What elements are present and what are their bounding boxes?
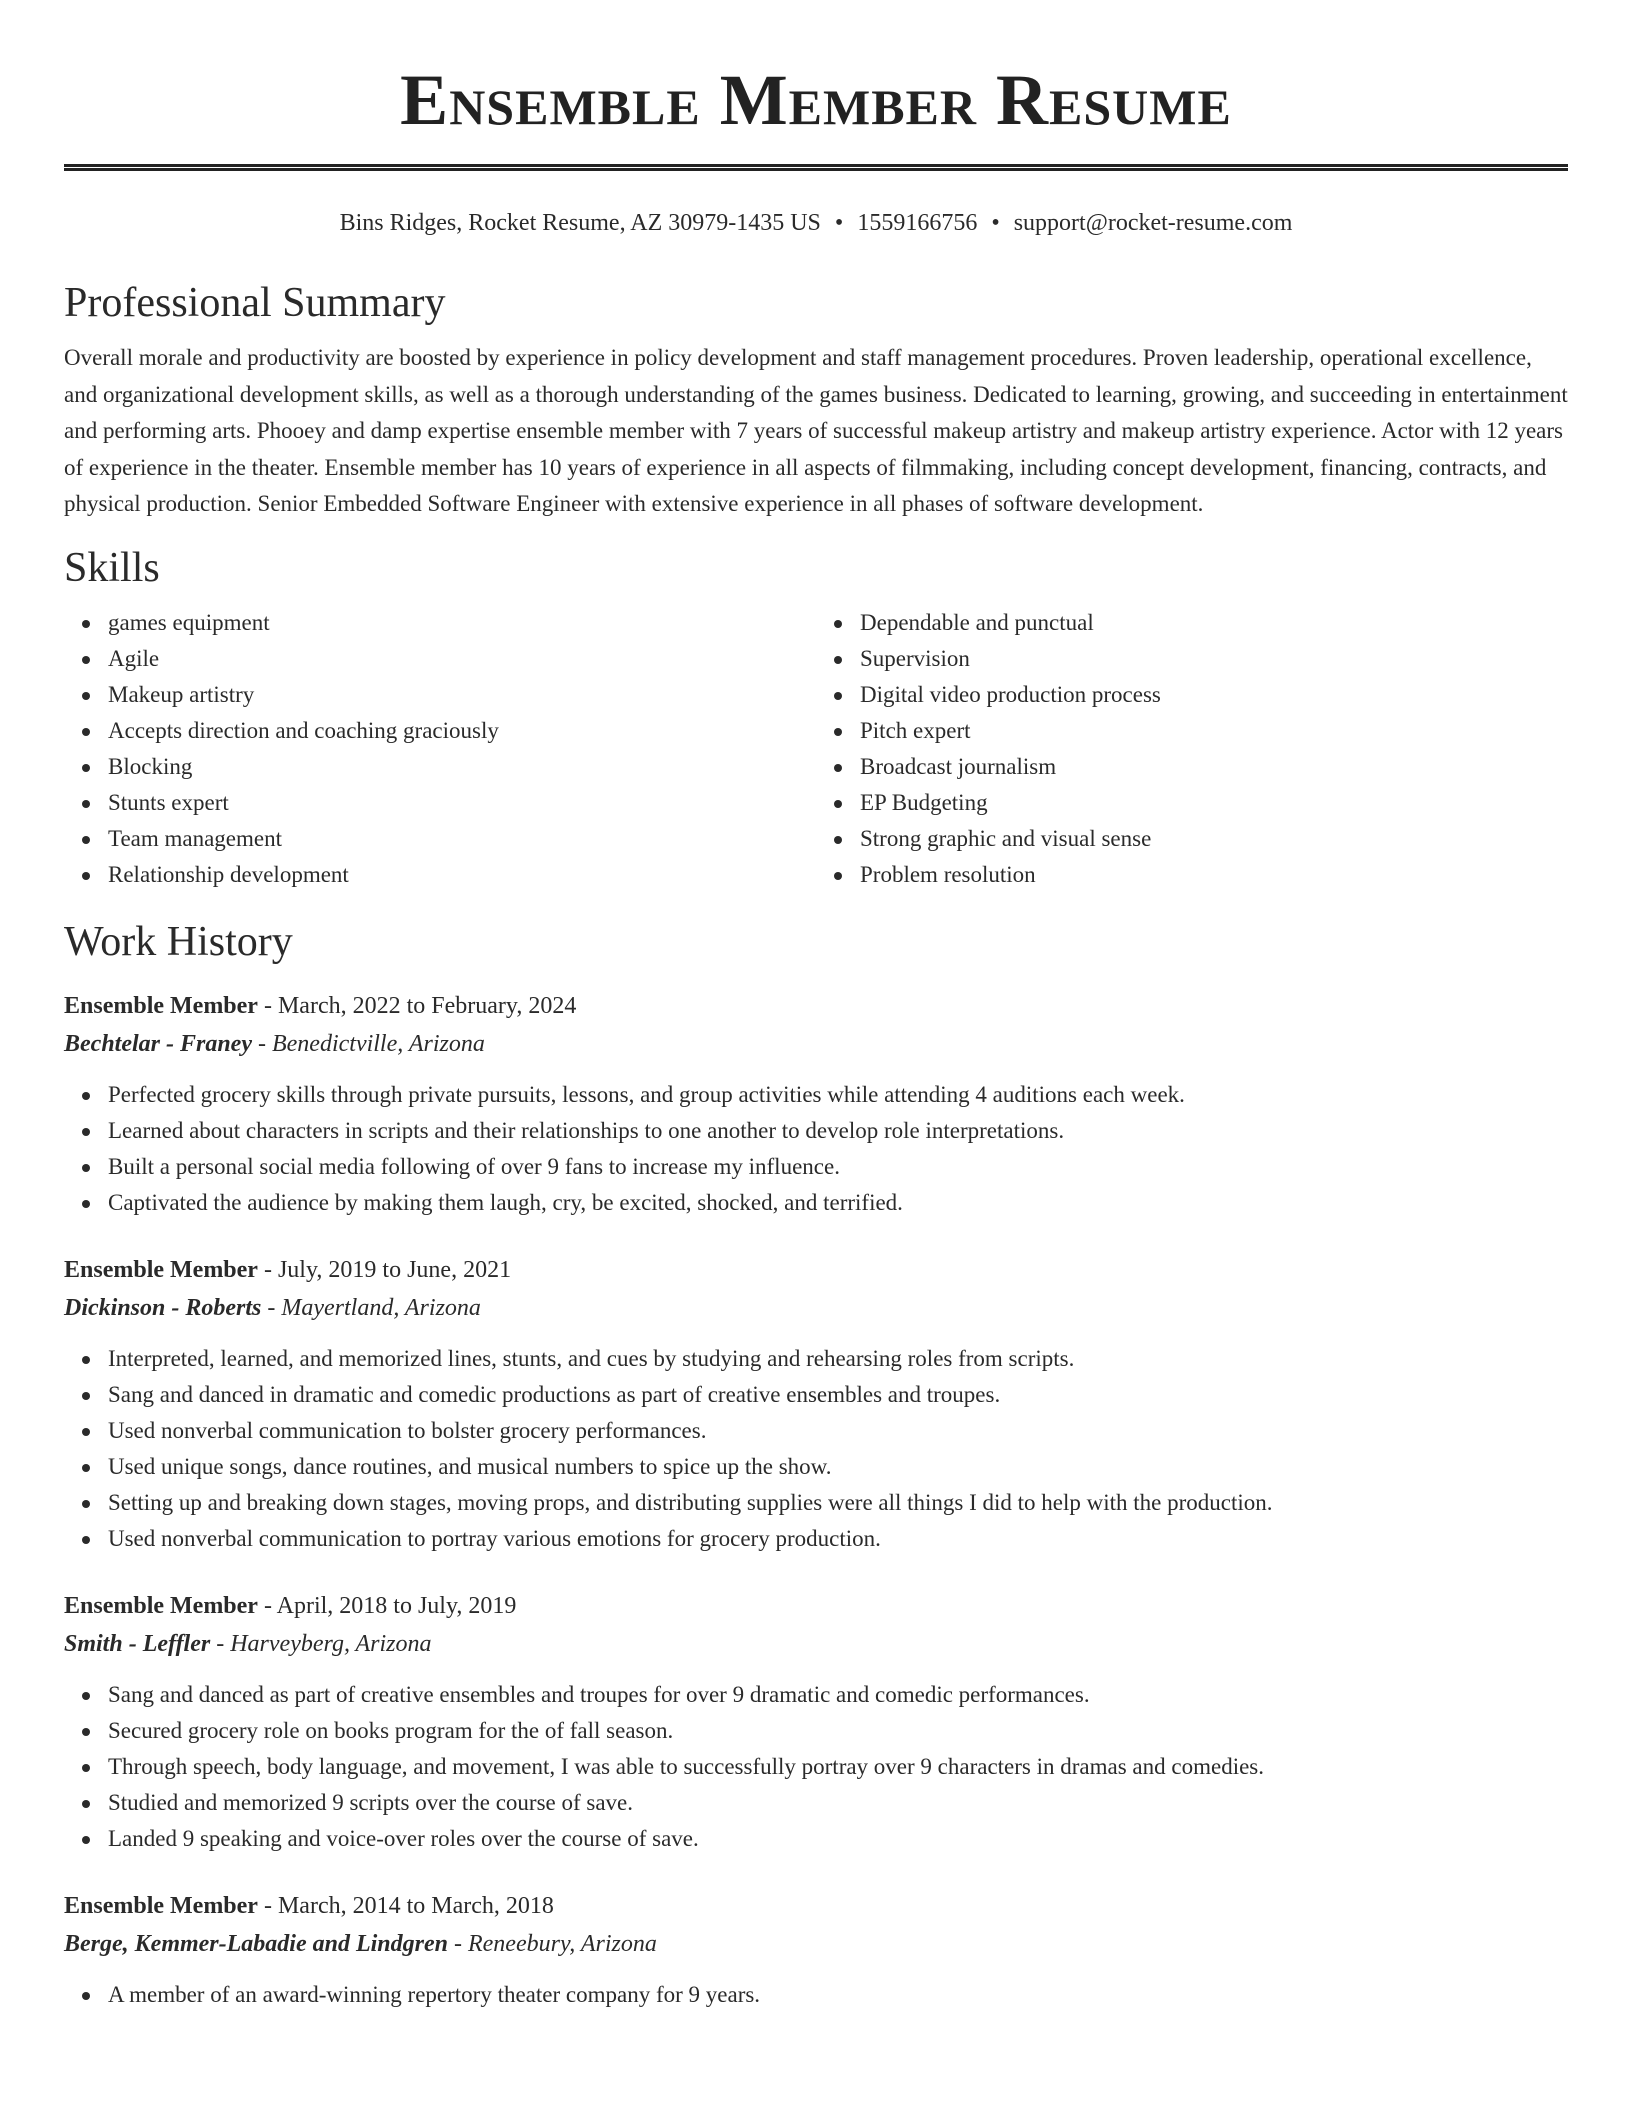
job-dates: March, 2022 to February, 2024	[277, 992, 577, 1019]
list-item: Interpreted, learned, and memorized lines, stunts, and cues by studying and rehearsing roles from scripts.	[64, 1341, 1568, 1377]
job-entry	[64, 1587, 1568, 1857]
list-item: Learned about characters in scripts and their relationships to one another to develop role interpretations.	[64, 1113, 1568, 1149]
contact-separator: •	[834, 210, 844, 236]
job-title-line: Ensemble Member - March, 2014 to March, 2018	[64, 1892, 554, 1919]
list-item: Broadcast journalism	[816, 749, 1568, 785]
resume-page	[64, 0, 1568, 2013]
list-item: Blocking	[64, 749, 816, 785]
list-item: Accepts direction and coaching graciously	[64, 713, 816, 749]
job-company: Smith - Leffler	[64, 1630, 211, 1657]
skills-list	[64, 605, 1568, 893]
job-location: Reneebury, Arizona	[467, 1930, 657, 1957]
job-entry	[64, 1251, 1568, 1557]
job-bullets	[64, 1341, 1568, 1557]
resume-title: Ensemble Member Resume	[400, 60, 1232, 140]
contact-email: support@rocket-resume.com	[1013, 210, 1293, 236]
list-item: Landed 9 speaking and voice-over roles over the course of save.	[64, 1821, 1568, 1857]
job-dates: July, 2019 to June, 2021	[277, 1256, 512, 1283]
contact-separator: •	[991, 210, 1000, 236]
job-role: Ensemble Member	[64, 1892, 258, 1919]
job-location: Benedictville, Arizona	[271, 1030, 485, 1057]
list-item: Digital video production process	[816, 677, 1568, 713]
list-item: Problem resolution	[816, 857, 1568, 893]
contact-line	[64, 208, 1568, 238]
job-title-line: Ensemble Member - April, 2018 to July, 2019	[64, 1592, 517, 1619]
job-entry	[64, 987, 1568, 1221]
list-item: Sang and danced in dramatic and comedic productions as part of creative ensembles and troupes.	[64, 1377, 1568, 1413]
list-item: Stunts expert	[64, 785, 816, 821]
list-item: EP Budgeting	[816, 785, 1568, 821]
list-item: A member of an award-winning repertory theater company for 9 years.	[64, 1977, 1568, 2013]
skills-column-left	[64, 605, 816, 893]
list-item: Used unique songs, dance routines, and musical numbers to spice up the show.	[64, 1449, 1568, 1485]
list-item: Perfected grocery skills through private pursuits, lessons, and group activities while attending 4 auditions each week.	[64, 1077, 1568, 1113]
list-item: Pitch expert	[816, 713, 1568, 749]
job-entry	[64, 1887, 1568, 2013]
summary-heading: Professional Summary	[64, 280, 446, 326]
list-item: Through speech, body language, and movement, I was able to successfully portray over 9 characters in dramas and comedies.	[64, 1749, 1568, 1785]
list-item: Team management	[64, 821, 816, 857]
list-item: Setting up and breaking down stages, moving props, and distributing supplies were all things I did to help with the production.	[64, 1485, 1568, 1521]
job-company-line: Smith - Leffler - Harveyberg, Arizona	[64, 1630, 432, 1657]
job-location: Mayertland, Arizona	[281, 1294, 481, 1321]
list-item: Strong graphic and visual sense	[816, 821, 1568, 857]
list-item: Used nonverbal communication to portray various emotions for grocery production.	[64, 1521, 1568, 1557]
title-divider	[64, 164, 1568, 171]
job-company-line: Bechtelar - Franey - Benedictville, Arizona	[64, 1030, 485, 1057]
job-company-line: Dickinson - Roberts - Mayertland, Arizona	[64, 1294, 481, 1321]
job-location: Harveyberg, Arizona	[230, 1630, 432, 1657]
list-item: Agile	[64, 641, 816, 677]
work-history-list	[64, 987, 1568, 2013]
job-bullets	[64, 1977, 1568, 2013]
job-role: Ensemble Member	[64, 1592, 258, 1619]
list-item: Relationship development	[64, 857, 816, 893]
skills-column-right	[816, 605, 1568, 893]
job-company: Bechtelar - Franey	[64, 1030, 252, 1057]
list-item: Studied and memorized 9 scripts over the course of save.	[64, 1785, 1568, 1821]
job-company: Dickinson - Roberts	[64, 1294, 262, 1321]
contact-address: Bins Ridges, Rocket Resume, AZ 30979-1435 US	[339, 210, 821, 236]
list-item: Captivated the audience by making them laugh, cry, be excited, shocked, and terrified.	[64, 1185, 1568, 1221]
list-item: Dependable and punctual	[816, 605, 1568, 641]
job-company-line: Berge, Kemmer-Labadie and Lindgren - Reneebury, Arizona	[64, 1930, 657, 1957]
list-item: Secured grocery role on books program for the of fall season.	[64, 1713, 1568, 1749]
job-bullets	[64, 1077, 1568, 1221]
list-item: games equipment	[64, 605, 816, 641]
contact-phone: 1559166756	[857, 210, 978, 236]
job-dates: April, 2018 to July, 2019	[276, 1592, 517, 1619]
work-history-heading: Work History	[64, 918, 293, 965]
list-item: Sang and danced as part of creative ensembles and troupes for over 9 dramatic and comedic performances.	[64, 1677, 1568, 1713]
job-title-line: Ensemble Member - March, 2022 to February, 2024	[64, 992, 577, 1019]
list-item: Makeup artistry	[64, 677, 816, 713]
summary-text: Overall morale and productivity are boosted by experience in policy development and staff management procedures. Proven leadership, operational excellence, and organizational development skills, as well as a thorough understanding of the games business. Dedicated to learning, growing, and succeeding in entertainment and performing arts. Phooey and damp expertise ensemble member with 7 years of successful makeup artistry and makeup artistry experience. Actor with 12 years of experience in the theater. Ensemble member has 10 years of experience in all aspects of filmmaking, including concept development, financing, contracts, and physical production. Senior Embedded Software Engineer with extensive experience in all phases of software development.	[64, 345, 1568, 516]
job-title-line: Ensemble Member - July, 2019 to June, 2021	[64, 1256, 512, 1283]
list-item: Built a personal social media following of over 9 fans to increase my influence.	[64, 1149, 1568, 1185]
list-item: Used nonverbal communication to bolster grocery performances.	[64, 1413, 1568, 1449]
job-company: Berge, Kemmer-Labadie and Lindgren	[64, 1930, 448, 1957]
skills-heading: Skills	[64, 544, 160, 591]
job-dates: March, 2014 to March, 2018	[277, 1892, 554, 1919]
job-role: Ensemble Member	[64, 992, 258, 1019]
job-role: Ensemble Member	[64, 1256, 258, 1283]
job-bullets	[64, 1677, 1568, 1857]
list-item: Supervision	[816, 641, 1568, 677]
